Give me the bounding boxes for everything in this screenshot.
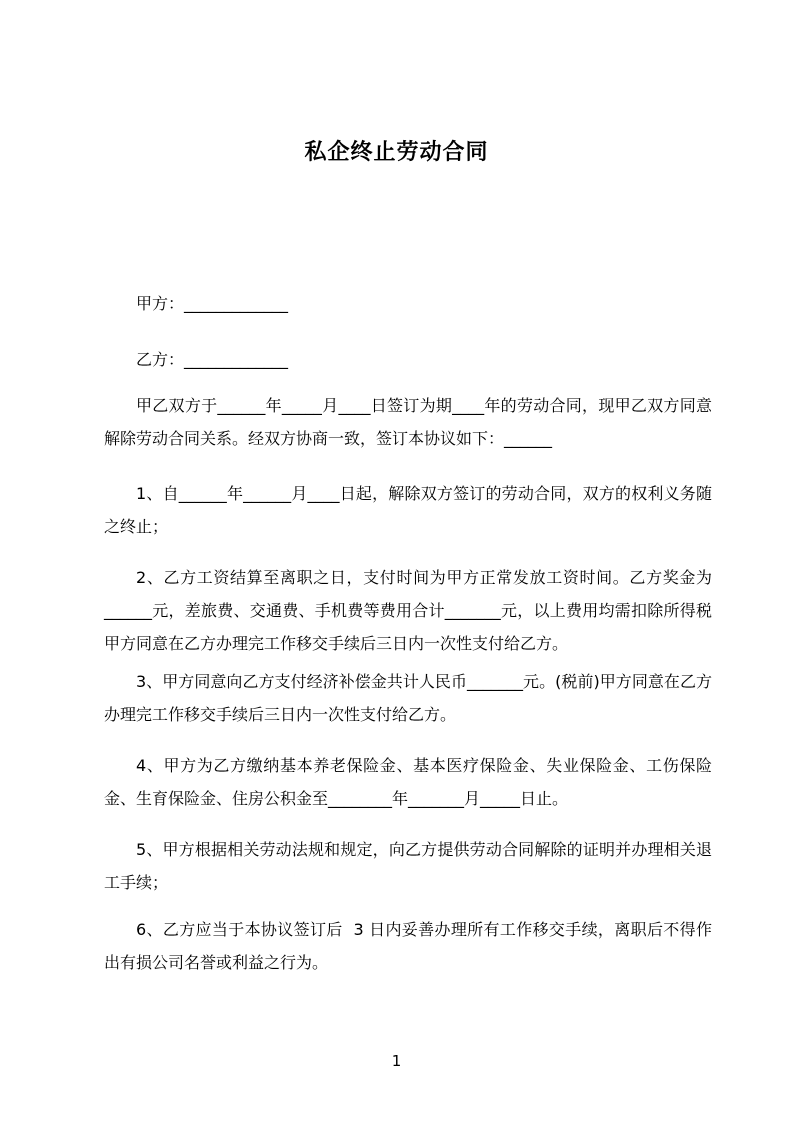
party-b-line [104, 343, 712, 376]
clause-6: 6、乙方应当于本协议签订后 3 日内妥善办理所有工作移交手续，离职后不得作出有损公司名誉或利益之行为。 [104, 920, 712, 972]
party-a-blank: _____________ [184, 294, 289, 313]
party-b-label: 乙方： [136, 350, 185, 369]
party-a-line [104, 287, 712, 320]
clause-3: 3、甲方同意向乙方支付经济补偿金共计人民币_______元。(税前)甲方同意在乙方办理完工作移交手续后三日内一次性支付给乙方。 [104, 672, 712, 724]
clause-2: 2、乙方工资结算至离职之日，支付时间为甲方正常发放工资时间。乙方奖金为______元，差旅费、交通费、手机费等费用合计_______元，以上费用均需扣除所得税 甲方同意在乙方办理完工作移交手续后三日内一次性支付给乙方。 [104, 568, 718, 653]
document-title: 私企终止劳动合同 [304, 140, 489, 165]
intro-paragraph: 甲乙双方于______年_____月____日签订为期____年的劳动合同，现甲乙双方同意解除劳动合同关系。经双方协商一致，签订本协议如下：______ [104, 396, 712, 448]
party-b-blank: _____________ [184, 350, 289, 369]
page-number: 1 [391, 1052, 402, 1070]
clause-1: 1、自______年______月____日起，解除双方签订的劳动合同，双方的权利义务随之终止； [104, 484, 712, 536]
party-a-label: 甲方： [136, 294, 185, 313]
clause-5: 5、甲方根据相关劳动法规和规定，向乙方提供劳动合同解除的证明并办理相关退工手续； [104, 840, 712, 892]
clause-4: 4、甲方为乙方缴纳基本养老保险金、基本医疗保险金、失业保险金、工伤保险金、生育保险金、住房公积金至________年_______月_____日止。 [104, 756, 712, 808]
